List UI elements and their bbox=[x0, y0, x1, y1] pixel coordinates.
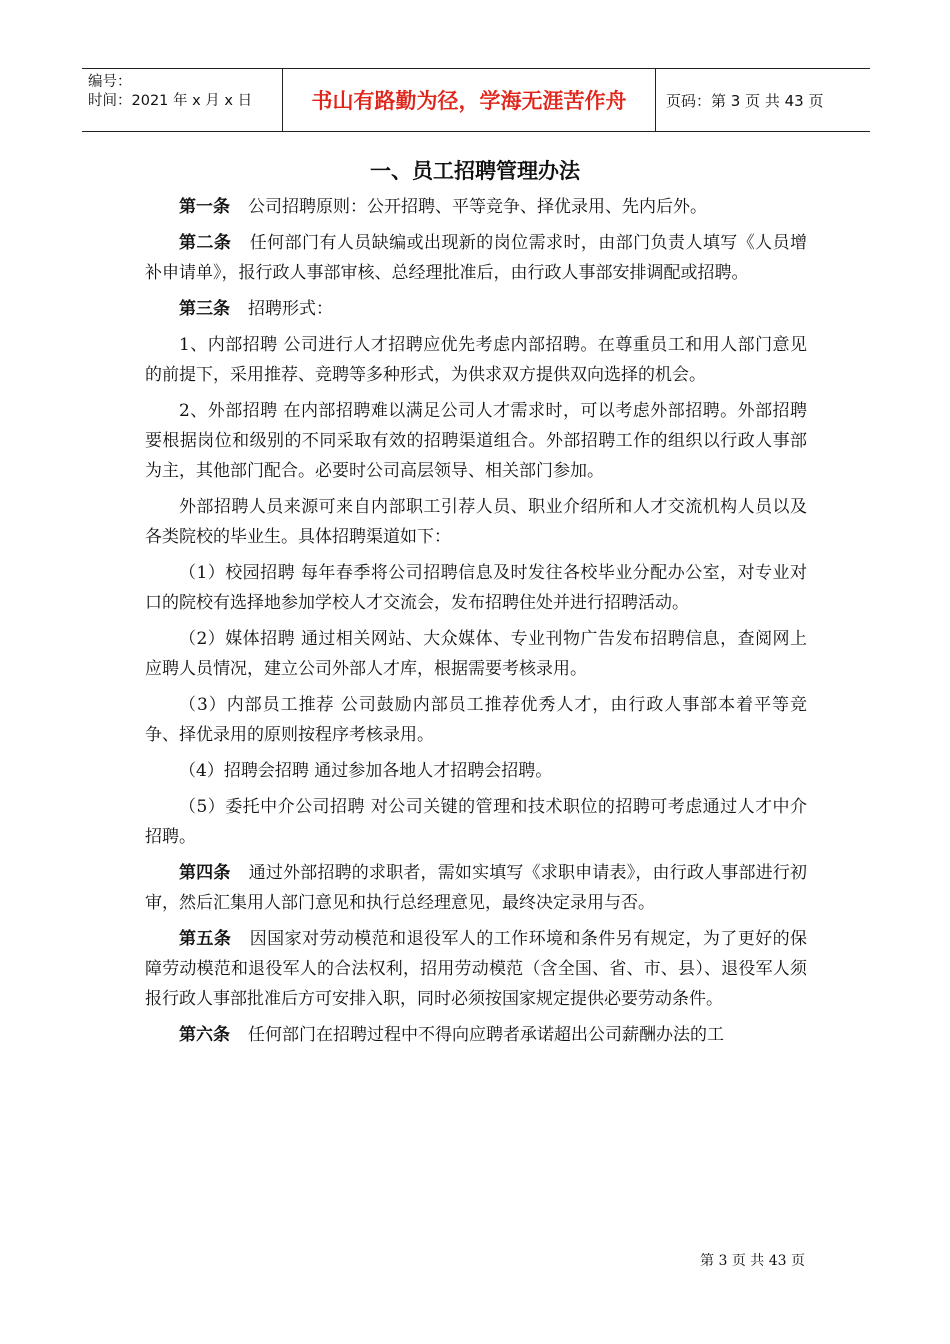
header-page-number: 页码：第 3 页 共 43 页 bbox=[666, 91, 824, 110]
article-text: 招聘形式： bbox=[248, 299, 333, 319]
article-heading: 第四条 bbox=[179, 863, 231, 883]
article-2 bbox=[145, 228, 807, 288]
header-motto: 书山有路勤为径，学海无涯苦作舟 bbox=[282, 69, 656, 131]
article-text: 公司招聘原则：公开招聘、平等竞争、择优录用、先内后外。 bbox=[248, 197, 707, 217]
external-recruitment: 2、外部招聘 在内部招聘难以满足公司人才需求时，可以考虑外部招聘。外部招聘要根据岗位和级别的不同采取有效的招聘渠道组合。外部招聘工作的组织以行政人事部为主，其他部门配合。必要时公司高层领导、相关部门参加。 bbox=[145, 401, 807, 481]
article-heading: 第一条 bbox=[179, 197, 230, 217]
article-3 bbox=[145, 294, 807, 324]
document-date: 时间：2021 年 x 月 x 日 bbox=[88, 93, 253, 109]
article-heading: 第五条 bbox=[179, 929, 232, 949]
channel-agency: （5）委托中介公司招聘 对公司关键的管理和技术职位的招聘可考虑通过人才中介招聘。 bbox=[145, 797, 807, 847]
article-text: 因国家对劳动模范和退役军人的工作环境和条件另有规定，为了更好的保障劳动模范和退役军人的合法权利，招用劳动模范（含全国、省、市、县）、退役军人须报行政人事部批准后方可安排入职，同时必须按国家规定提供必要劳动条件。 bbox=[145, 929, 808, 1009]
article-heading: 第二条 bbox=[179, 233, 232, 253]
external-sources: 外部招聘人员来源可来自内部职工引荐人员、职业介绍所和人才交流机构人员以及各类院校的毕业生。具体招聘渠道如下： bbox=[145, 497, 807, 547]
header-meta bbox=[82, 69, 282, 131]
channel-campus: （1）校园招聘 每年春季将公司招聘信息及时发往各校毕业分配办公室，对专业对口的院校有选择地参加学校人才交流会，发布招聘住处并进行招聘活动。 bbox=[145, 563, 807, 613]
page-header bbox=[82, 68, 870, 132]
channel-media: （2）媒体招聘 通过相关网站、大众媒体、专业刊物广告发布招聘信息，查阅网上应聘人员情况，建立公司外部人才库，根据需要考核录用。 bbox=[145, 629, 807, 679]
article-heading: 第六条 bbox=[179, 1025, 230, 1045]
article-text: 通过外部招聘的求职者，需如实填写《求职申请表》，由行政人事部进行初审，然后汇集用人部门意见和执行总经理意见，最终决定录用与否。 bbox=[145, 863, 808, 913]
page-footer: 第 3 页 共 43 页 bbox=[700, 1253, 805, 1269]
article-4 bbox=[145, 858, 807, 918]
article-1 bbox=[145, 192, 807, 222]
article-6 bbox=[145, 1020, 807, 1050]
internal-recruitment: 1、内部招聘 公司进行人才招聘应优先考虑内部招聘。在尊重员工和用人部门意见的前提下，采用推荐、竞聘等多种形式，为供求双方提供双向选择的机会。 bbox=[145, 335, 807, 385]
article-text: 任何部门在招聘过程中不得向应聘者承诺超出公司薪酬办法的工 bbox=[248, 1025, 724, 1045]
section-title: 一、员工招聘管理办法 bbox=[370, 159, 580, 183]
article-text: 任何部门有人员缺编或出现新的岗位需求时，由部门负责人填写《人员增补申请单》，报行政人事部审核、总经理批准后，由行政人事部安排调配或招聘。 bbox=[145, 233, 808, 283]
document-number: 编号： bbox=[88, 74, 132, 90]
article-5 bbox=[145, 924, 807, 1014]
channel-referral: （3）内部员工推荐 公司鼓励内部员工推荐优秀人才，由行政人事部本着平等竞争、择优录用的原则按程序考核录用。 bbox=[145, 695, 807, 745]
document-body bbox=[145, 192, 807, 1056]
channel-job-fair: （4）招聘会招聘 通过参加各地人才招聘会招聘。 bbox=[179, 761, 553, 781]
article-heading: 第三条 bbox=[179, 299, 230, 319]
